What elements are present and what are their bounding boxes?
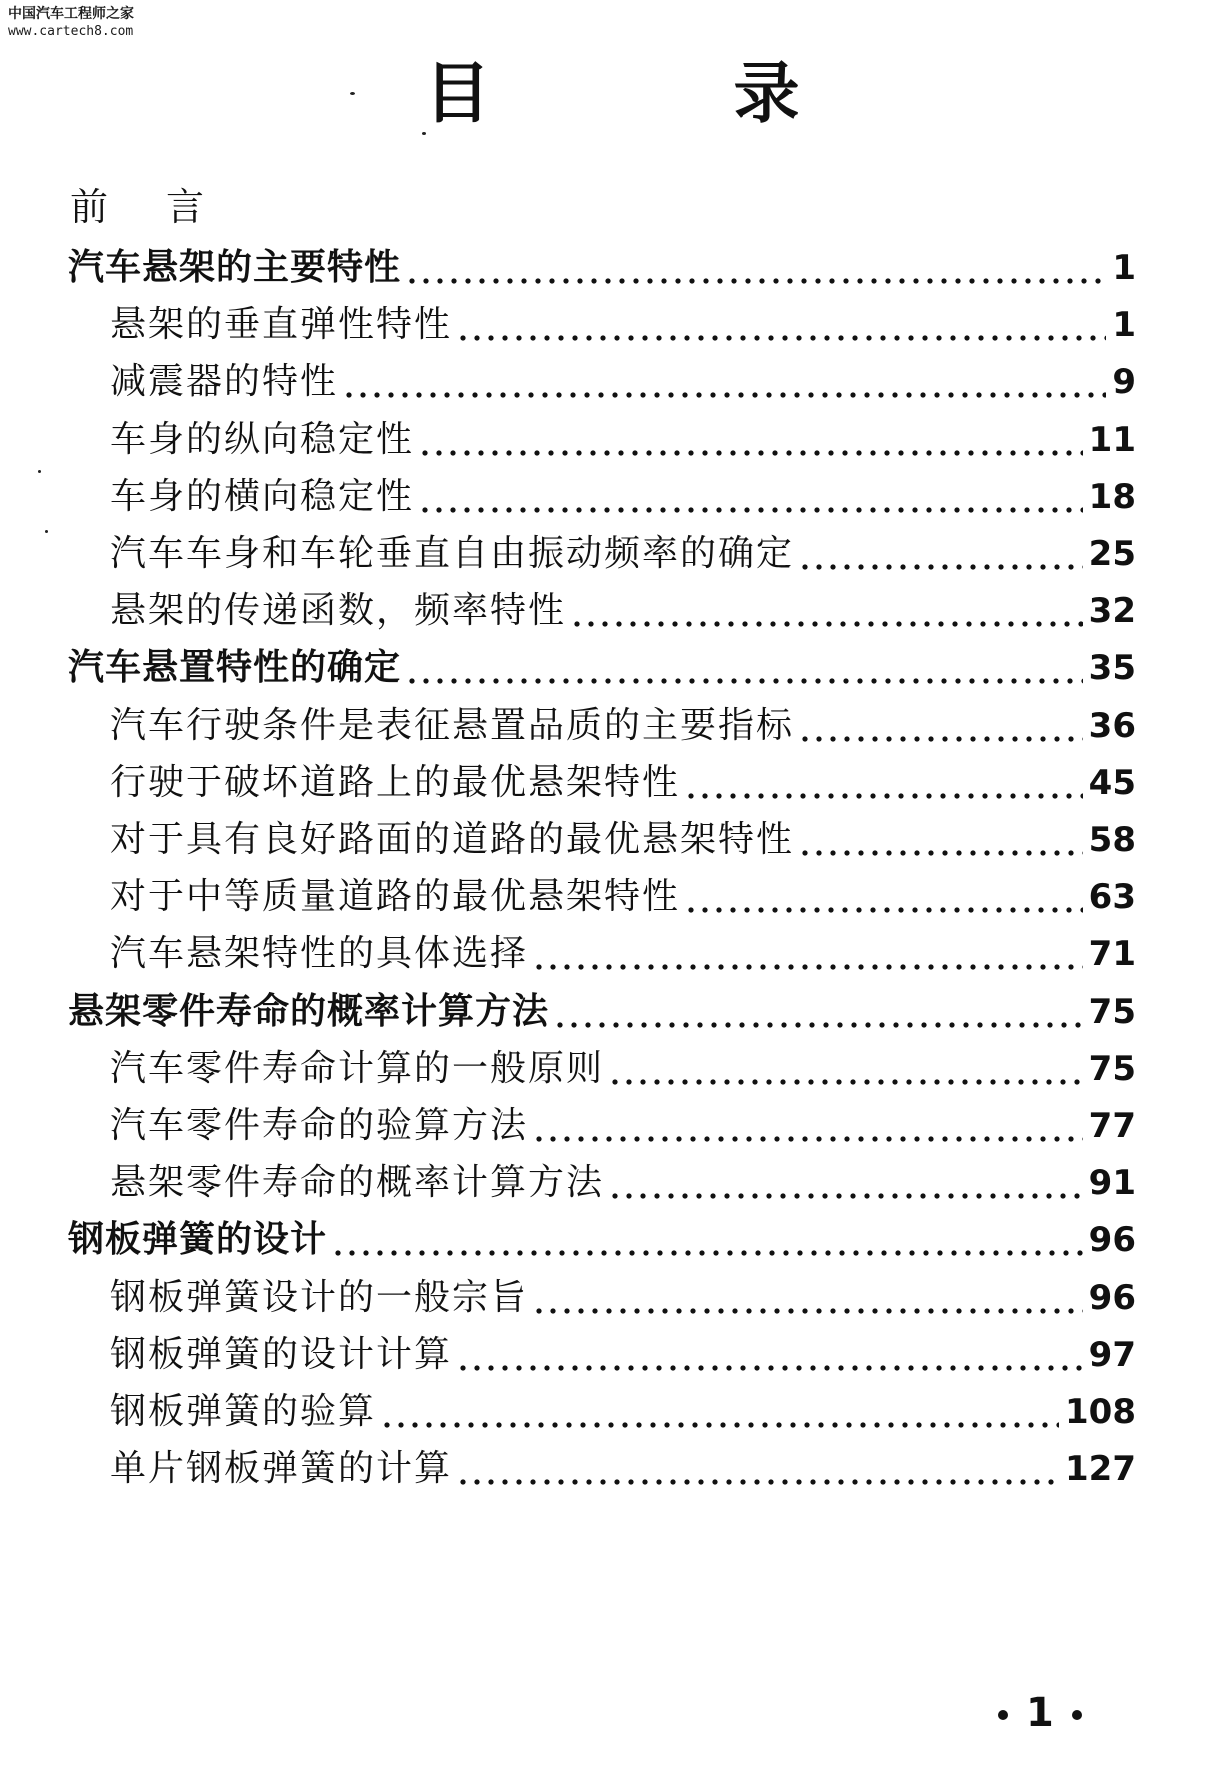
- scan-speck: [45, 530, 48, 533]
- watermark: [8, 6, 134, 40]
- scan-speck: [350, 92, 355, 95]
- toc-entry-page: 96: [1088, 1278, 1136, 1318]
- toc-section-entry: [110, 415, 1136, 465]
- toc-entry-page: 1: [1112, 305, 1136, 345]
- toc-entry-title: 钢板弹簧的验算: [110, 1391, 377, 1432]
- toc-dot-leader: [405, 243, 1106, 293]
- toc-entry-title: 悬架零件寿命的概率计算方法: [110, 1162, 605, 1203]
- toc-entry-title: 汽车悬置特性的确定: [68, 647, 402, 688]
- toc-dot-leader: [418, 472, 1083, 522]
- toc-section-entry: [110, 1101, 1136, 1151]
- toc-section-entry: [110, 1444, 1136, 1494]
- toc-dot-leader: [456, 1330, 1083, 1380]
- watermark-site-name: 中国汽车工程师之家: [8, 6, 134, 22]
- toc-section-entry: [110, 300, 1136, 350]
- toc-entry-title: 钢板弹簧的设计: [68, 1219, 328, 1260]
- toc-section-entry: [110, 815, 1136, 865]
- toc-section-entry: [110, 758, 1136, 808]
- toc-dot-leader: [532, 929, 1083, 979]
- toc-entry-title: 汽车悬架特性的具体选择: [110, 933, 529, 974]
- toc-dot-leader: [608, 1044, 1083, 1094]
- toc-entry-page: 58: [1088, 820, 1136, 860]
- toc-chapter-entry: [68, 643, 1136, 693]
- toc-dot-leader: [456, 300, 1106, 350]
- toc-dot-leader: [532, 1101, 1083, 1151]
- toc-section-entry: [110, 701, 1136, 751]
- toc-entry-title: 悬架零件寿命的概率计算方法: [68, 991, 550, 1032]
- toc-entry-title: 汽车车身和车轮垂直自由振动频率的确定: [110, 533, 795, 574]
- toc-entry-title: 减震器的特性: [110, 361, 339, 402]
- toc-entry-title: 对于中等质量道路的最优悬架特性: [110, 876, 681, 917]
- toc-entry-title: 行驶于破坏道路上的最优悬架特性: [110, 762, 681, 803]
- toc-entry-title: 钢板弹簧的设计计算: [110, 1334, 453, 1375]
- watermark-url: www.cartech8.com: [8, 23, 134, 39]
- toc-entry-page: 18: [1088, 477, 1136, 517]
- page-number: [980, 1690, 1100, 1736]
- toc-entry-title: 单片钢板弹簧的计算: [110, 1448, 453, 1489]
- toc-dot-leader: [418, 415, 1083, 465]
- toc-entry-title: 汽车零件寿命的验算方法: [110, 1105, 529, 1146]
- toc-section-entry: [110, 929, 1136, 979]
- page-number-dot-right: [1072, 1710, 1082, 1720]
- toc-entry-page: 97: [1088, 1335, 1136, 1375]
- toc-dot-leader: [608, 1158, 1083, 1208]
- toc-entry-page: 1: [1112, 248, 1136, 288]
- scan-speck: [422, 132, 426, 135]
- toc-entry-title: 悬架的垂直弹性特性: [110, 304, 453, 345]
- toc-section-entry: [110, 529, 1136, 579]
- toc-dot-leader: [684, 872, 1083, 922]
- toc-entry-page: 77: [1088, 1106, 1136, 1146]
- toc-dot-leader: [798, 701, 1083, 751]
- toc-section-entry: [110, 357, 1136, 407]
- toc-chapter-entry: [68, 987, 1136, 1037]
- toc-entry-page: 35: [1088, 648, 1136, 688]
- toc-dot-leader: [684, 758, 1083, 808]
- scan-speck: [38, 470, 41, 473]
- toc-entry-page: 96: [1088, 1220, 1136, 1260]
- toc-chapter-entry: [68, 243, 1136, 293]
- toc-dot-leader: [456, 1444, 1059, 1494]
- toc-dot-leader: [405, 643, 1083, 693]
- toc-entry-title: 汽车行驶条件是表征悬置品质的主要指标: [110, 705, 795, 746]
- toc-dot-leader: [798, 815, 1083, 865]
- toc-entry-title: 车身的横向稳定性: [110, 476, 415, 517]
- toc-preface: 前言: [70, 185, 263, 229]
- toc-section-entry: [110, 872, 1136, 922]
- page-number-dot-left: [998, 1710, 1008, 1720]
- toc-entry-page: 91: [1088, 1163, 1136, 1203]
- toc-entry-title: 悬架的传递函数，频率特性: [110, 590, 567, 631]
- toc-entry-title: 汽车零件寿命计算的一般原则: [110, 1048, 605, 1089]
- toc-dot-leader: [553, 987, 1083, 1037]
- toc-entry-page: 71: [1088, 934, 1136, 974]
- toc-section-entry: [110, 1158, 1136, 1208]
- page-title: 目 录: [424, 55, 910, 132]
- toc-entry-page: 11: [1088, 420, 1136, 460]
- toc-entry-title: 对于具有良好路面的道路的最优悬架特性: [110, 819, 795, 860]
- toc-entry-title: 钢板弹簧设计的一般宗旨: [110, 1277, 529, 1318]
- toc-entry-page: 32: [1088, 591, 1136, 631]
- toc-chapter-entry: [68, 1215, 1136, 1265]
- toc-section-entry: [110, 472, 1136, 522]
- toc-dot-leader: [342, 357, 1106, 407]
- toc-entry-page: 75: [1088, 992, 1136, 1032]
- toc-dot-leader: [532, 1273, 1083, 1323]
- toc-entry-title: 车身的纵向稳定性: [110, 419, 415, 460]
- toc-section-entry: [110, 1273, 1136, 1323]
- toc-section-entry: [110, 1330, 1136, 1380]
- toc-entry-page: 75: [1088, 1049, 1136, 1089]
- toc-entry-title: 汽车悬架的主要特性: [68, 247, 402, 288]
- toc-dot-leader: [331, 1215, 1083, 1265]
- toc-entry-page: 36: [1088, 706, 1136, 746]
- toc-entry-page: 108: [1065, 1392, 1136, 1432]
- toc-section-entry: [110, 586, 1136, 636]
- toc-section-entry: [110, 1044, 1136, 1094]
- toc-entry-page: 45: [1088, 763, 1136, 803]
- toc-entry-page: 63: [1088, 877, 1136, 917]
- toc-section-entry: [110, 1387, 1136, 1437]
- toc-dot-leader: [570, 586, 1083, 636]
- page-number-value: 1: [1026, 1690, 1054, 1736]
- toc-dot-leader: [380, 1387, 1059, 1437]
- toc-entry-page: 9: [1112, 362, 1136, 402]
- toc-entry-page: 127: [1065, 1449, 1136, 1489]
- toc-dot-leader: [798, 529, 1083, 579]
- toc-entry-page: 25: [1088, 534, 1136, 574]
